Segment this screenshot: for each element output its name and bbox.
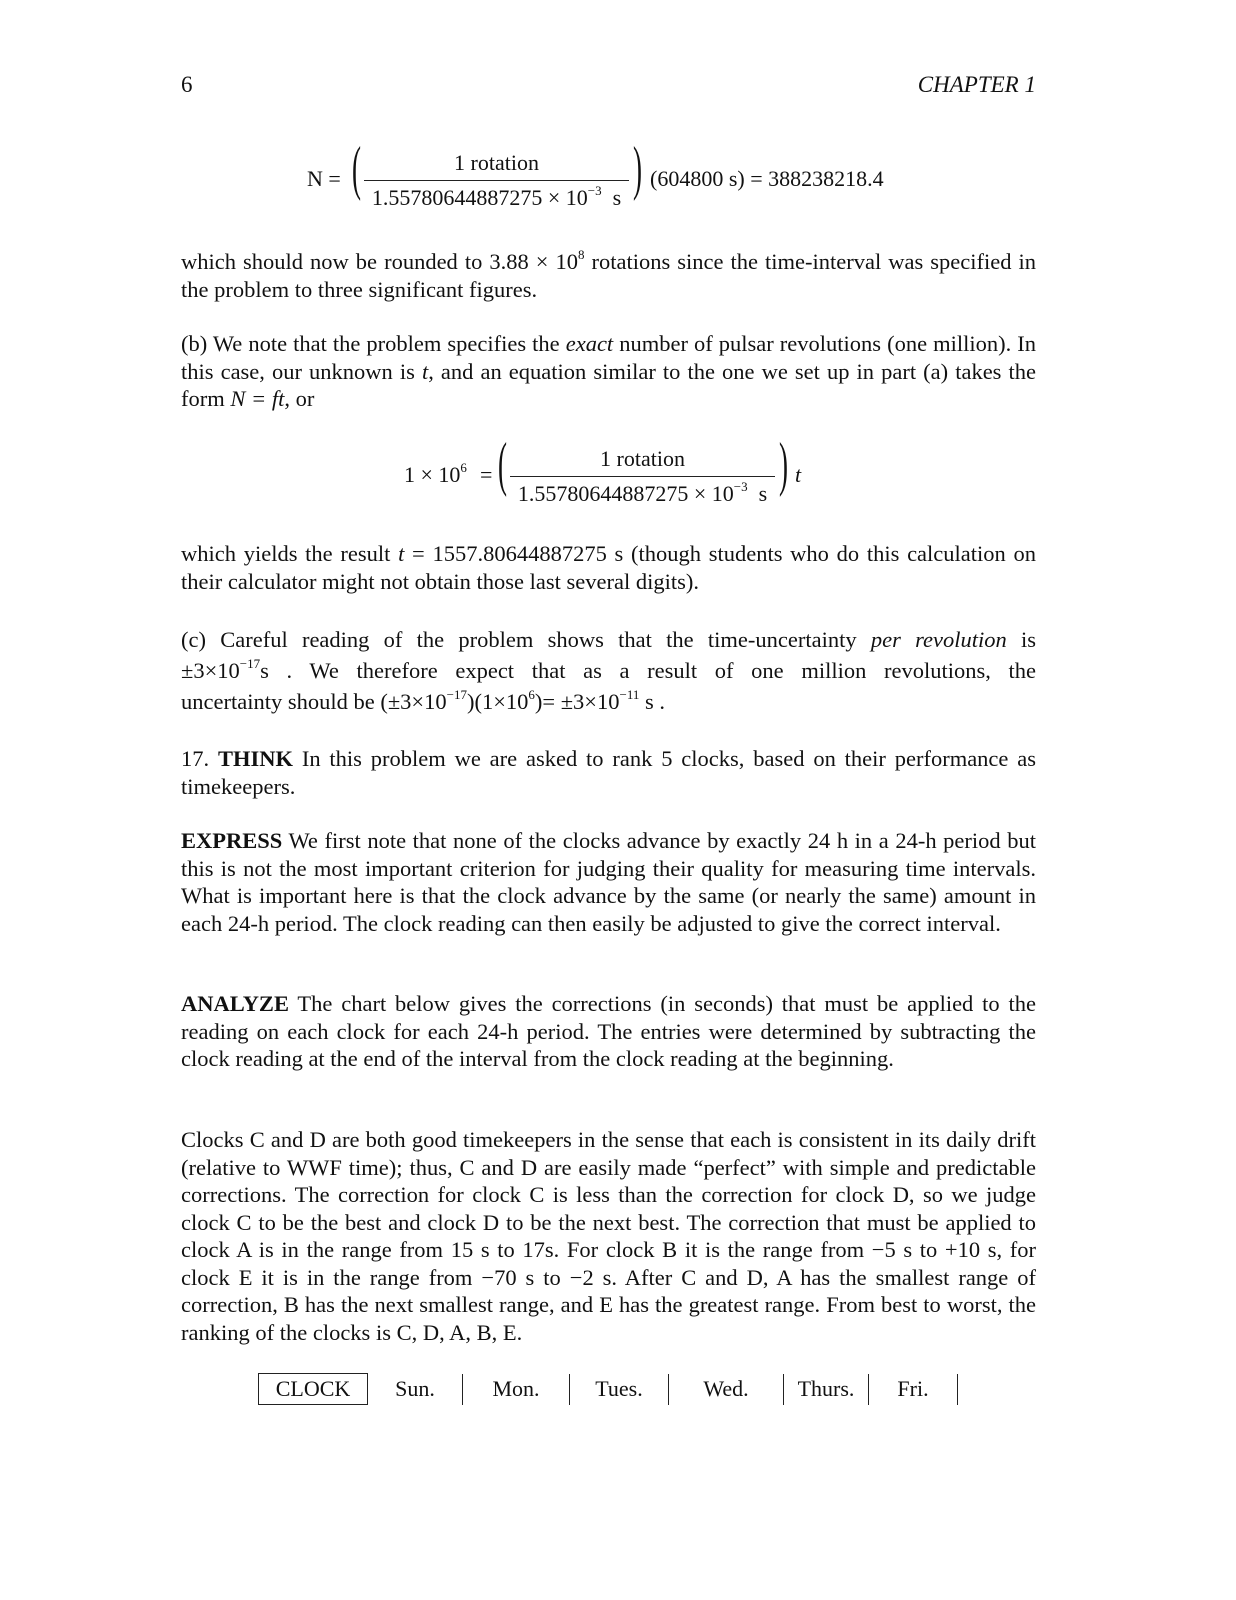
- paragraph-analyze: ANALYZE The chart below gives the corrections (in seconds) that must be applied to the reading on each clock for each 24-h period. The entries were determined by subtracting the clock reading at the end of the interval from the clock reading at the beginning.: [181, 991, 1036, 1071]
- table-header-cell: Sun.: [368, 1374, 463, 1405]
- table-header-row: [259, 1374, 958, 1405]
- eq1-factor: (604800 s) = 388238218.4: [650, 166, 884, 191]
- table-header-cell: Fri.: [869, 1374, 958, 1405]
- clock-corrections-table: [258, 1373, 958, 1405]
- paragraph-think: 17. THINK In this problem we are asked to rank 5 clocks, based on their performance as timekeepers.: [181, 746, 1036, 799]
- eq1-denominator: $1.55780644887275 \times 10^{-3}$ s: [371, 183, 622, 210]
- eq2-right-paren: ): [779, 431, 788, 497]
- table-header-cell: Mon.: [463, 1374, 570, 1405]
- table-header-cell: Tues.: [570, 1374, 669, 1405]
- eq2-denominator: $1.55780644887275 \times 10^{-3}$ s: [517, 479, 768, 506]
- paragraph-express: EXPRESS We first note that none of the clocks advance by exactly 24 h in a 24-h period but this is not the most important criterion for judging their quality for measuring time intervals. What is important here is that the clock advance by the same (or nearly the same) amount in each 24-h period. The clock reading can then easily be adjusted to give the correct interval.: [181, 828, 1036, 936]
- paragraph-part-b: (b) We note that the problem specifies the exact number of pulsar revolutions (one million). In this case, our unknown is t, and an equation similar to the one we set up in part (a) takes the form N = ft, or: [181, 331, 1037, 411]
- paragraph-result: which yields the result t = 1557.80644887275 s (though students who do this calculation on their calculator might not obtain those last several digits).: [181, 541, 1036, 594]
- eq2-lhs: $1 \times 10^6$: [404, 460, 467, 487]
- eq2-rhs: t: [795, 462, 802, 487]
- paragraph-part-c: (c) Careful reading of the problem shows that the time-uncertainty per revolution is $\pm 3\times 10^{-17}s$ . We therefore expect that as a result of one million revolutions, the uncertainty should be $(\pm 3\times 10^{-17})(1\times 10^6)= \pm 3\times 10^{-11}$ s .: [181, 627, 1037, 714]
- eq2-equals: =: [480, 462, 493, 487]
- eq2-numerator: 1 rotation: [600, 446, 685, 471]
- paragraph-ranking: Clocks C and D are both good timekeepers in the sense that each is consistent in its daily drift (relative to WWF time); thus, C and D are easily made “perfect” with simple and predictable corrections. The correction for clock C is less than the correction for clock D, so we judge clock C to be the best and clock D to be the next best. The correction that must be applied to clock A is in the range from 15 s to 17s. For clock B it is the range from −5 s to +10 s, for clock E it is in the range from −70 s to −2 s. After C and D, A has the smallest range of correction, B has the next smallest range, and E has the greatest range. From best to worst, the ranking of the clocks is C, D, A, B, E.: [181, 1127, 1036, 1345]
- eq1-fraction-bar: [364, 180, 629, 181]
- eq1-right-paren: ): [633, 135, 642, 201]
- eq2-left-paren: (: [498, 431, 507, 497]
- page-number: 6: [181, 72, 193, 97]
- chapter-heading: CHAPTER 1: [917, 72, 1036, 97]
- eq2-fraction-bar: [510, 476, 775, 477]
- eq1-numerator: 1 rotation: [454, 150, 539, 175]
- eq1-lhs: N =: [307, 166, 341, 191]
- table-header-cell: Thurs.: [784, 1374, 869, 1405]
- table-header-cell: CLOCK: [259, 1374, 368, 1405]
- eq1-left-paren: (: [352, 135, 361, 201]
- table-header-cell: Wed.: [669, 1374, 784, 1405]
- paragraph-rounding: which should now be rounded to $3.88 \times 10^8$ rotations since the time-interval was specified in the problem to three significant figures.: [181, 247, 1036, 302]
